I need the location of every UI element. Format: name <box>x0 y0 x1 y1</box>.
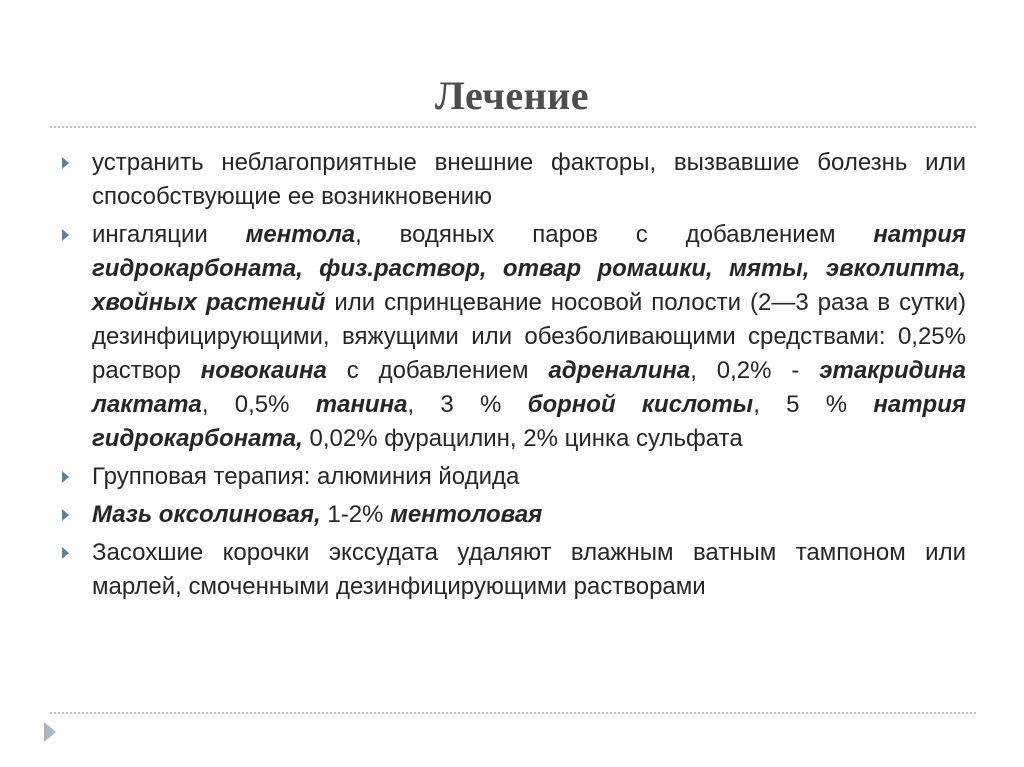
text-segment: или спринцевание носовой полости (2—3 раза в сутки) дезинфицирующими, вяжущими или обезболивающими средствами: 0,25% раствор <box>92 289 967 384</box>
emphasis-segment: ментола <box>245 221 356 248</box>
text-segment: 1-2% <box>320 501 391 528</box>
emphasis-segment: ментоловая <box>390 501 543 528</box>
bullet-item <box>62 536 966 604</box>
bullet-item <box>62 498 966 532</box>
corner-arrow-icon <box>44 722 56 742</box>
text-segment: Засохшие корочки экссудата удаляют влажным ватным тампоном или марлей, смоченными дезинфицирующими растворами <box>92 539 966 600</box>
slide-title: Лечение <box>435 73 589 118</box>
bullet-marker-icon <box>62 229 69 241</box>
text-segment: , 0,5% <box>201 391 316 418</box>
text-segment: , водяных паров с добавлением <box>355 221 874 248</box>
title-divider <box>50 126 976 128</box>
text-segment: , 3 % <box>407 391 528 418</box>
text-segment: Групповая терапия: алюминия йодида <box>92 463 520 490</box>
text-segment: , 0,2% - <box>690 357 820 384</box>
footer-divider <box>50 712 976 714</box>
emphasis-segment: борной кислоты <box>527 391 754 418</box>
bullet-item <box>62 146 966 214</box>
bullet-marker-icon <box>62 547 69 559</box>
bullet-marker-icon <box>62 157 69 169</box>
emphasis-segment: новокаина <box>200 357 327 384</box>
emphasis-segment: этакридина лактата <box>92 357 967 418</box>
bullet-marker-icon <box>62 471 69 483</box>
emphasis-segment: Мазь оксолиновая, <box>92 501 321 528</box>
text-segment: ингаляции <box>92 221 246 248</box>
text-segment: , 5 % <box>753 391 874 418</box>
emphasis-segment: натрия гидрокарбоната, <box>92 391 967 452</box>
emphasis-segment: натрия гидрокарбоната, физ.раствор, отвар ромашки, мяты, эвколипта, хвойных растений <box>92 221 966 316</box>
emphasis-segment: адреналина <box>548 357 691 384</box>
bullet-list <box>62 146 966 608</box>
bullet-marker-icon <box>62 509 69 521</box>
emphasis-segment: танина <box>315 391 408 418</box>
text-segment: с добавлением <box>326 357 549 384</box>
text-segment: устранить неблагоприятные внешние факторы, вызвавшие болезнь или способствующие ее возникновению <box>92 149 966 210</box>
text-segment: 0,02% фурацилин, 2% цинка сульфата <box>302 425 743 452</box>
bullet-item <box>62 218 966 456</box>
bullet-item <box>62 460 966 494</box>
